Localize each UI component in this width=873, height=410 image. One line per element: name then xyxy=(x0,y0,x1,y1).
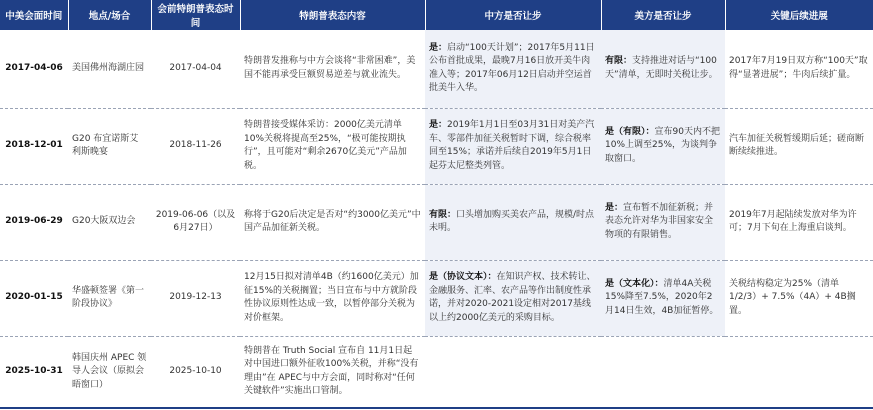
us-concession xyxy=(601,30,725,108)
statement-date: 2018-11-26 xyxy=(151,108,240,184)
us-verdict: 是（文本化）： xyxy=(605,278,664,289)
header-statement: 特朗普表态内容 xyxy=(240,0,425,30)
us-concession xyxy=(601,336,725,408)
meeting-date: 2020-01-15 xyxy=(0,260,68,336)
meeting-date: 2017-04-06 xyxy=(0,30,68,108)
china-verdict: 是（协议文本）： xyxy=(429,272,497,282)
us-verdict: 有限： xyxy=(605,56,633,67)
header-us-concession: 美方是否让步 xyxy=(601,0,725,30)
china-detail: 在知识产权、技术转让、金融服务、汇率、农产品等作出制度性承诺，并对2020-2021设定相对2017基线以上约2000亿美元的采购目标。 xyxy=(429,272,596,323)
meeting-location: 美国佛州海湖庄园 xyxy=(68,30,151,108)
us-detail: 支持推进对话与“100天”清单，无即时关税让步。 xyxy=(605,56,718,80)
statement-date: 2017-04-04 xyxy=(151,30,240,108)
statement-text: 12月15日拟对清单4B（约1600亿美元）加征15%的关税搁置；当日宣布与中方就阶段性协议原则性达成一致，以暂停部分关税为对价框架。 xyxy=(240,260,425,336)
us-detail: 宣布90天内不把10%上调至25%，为谈判争取窗口。 xyxy=(605,126,720,164)
china-detail: 口头增加购买美农产品，规模/时点未明。 xyxy=(429,209,595,233)
china-concession xyxy=(425,260,601,336)
table-row xyxy=(0,336,873,408)
meeting-location: G20大阪双边会 xyxy=(68,184,151,260)
us-concession xyxy=(601,260,725,336)
header-china-concession: 中方是否让步 xyxy=(425,0,601,30)
table-row xyxy=(0,108,873,184)
header-row xyxy=(0,0,873,30)
statement-text: 特朗普接受媒体采访：2000亿美元清单10%关税将提高至25%，“极可能按期执行”，且可能对“剩余2670亿美元”产品加税。 xyxy=(240,108,425,184)
meeting-date: 2018-12-01 xyxy=(0,108,68,184)
meeting-location: 华盛顿签署《第一阶段协议》 xyxy=(68,260,151,336)
header-meeting-date: 中美会面时间 xyxy=(0,0,68,30)
us-concession xyxy=(601,184,725,260)
china-verdict: 有限： xyxy=(429,209,457,220)
table-row xyxy=(0,30,873,108)
statement-text: 特朗普发推称与中方会谈将“非常困难”，美国不能再承受巨额贸易逆差与就业流失。 xyxy=(240,30,425,108)
china-concession xyxy=(425,30,601,108)
china-detail: 2019年1月1日至03月31日对美产汽车、零部件加征关税暂时下调，综合税率回至15%；承诺并后续自2019年5月1日起芬太尼整类列管。 xyxy=(429,120,595,171)
china-verdict: 是： xyxy=(429,120,448,130)
us-verdict: 是（有限）： xyxy=(605,126,655,137)
meeting-location: G20 布宜诺斯艾利斯晚宴 xyxy=(68,108,151,184)
us-detail: 清单4A关税15%降至7.5%，2020年2月14日生效，4B加征暂停。 xyxy=(605,278,719,316)
table-row xyxy=(0,260,873,336)
follow-up: 汽车加征关税暂缓期后延；磋商断断续续推进。 xyxy=(725,108,873,184)
statement-text: 特朗普在 Truth Social 宣布自 11月1日起对中国进口额外征收100%关税，并称“没有理由”在 APEC与中方会面，同时称对“任何关键软件”实施出口管制。 xyxy=(240,336,425,408)
china-verdict: 是： xyxy=(429,42,448,53)
statement-date: 2019-12-13 xyxy=(151,260,240,336)
china-concession xyxy=(425,108,601,184)
table-row xyxy=(0,184,873,260)
header-location: 地点/场合 xyxy=(68,0,151,30)
meeting-location: 韩国庆州 APEC 领导人会议（原拟会晤窗口） xyxy=(68,336,151,408)
china-concession xyxy=(425,184,601,260)
follow-up: 2019年7月起陆续发放对华为许可；7月下旬在上海重启谈判。 xyxy=(725,184,873,260)
meeting-date: 2019-06-29 xyxy=(0,184,68,260)
header-follow-up: 关键后续进展 xyxy=(725,0,873,30)
china-detail: 启动“100天计划”；2017年5月11日公布首批成果，最晚7月16日放开美牛肉准入等；2017年06月12日启动并空运首批美牛入华。 xyxy=(429,42,595,94)
us-verdict: 是： xyxy=(605,202,624,213)
statement-text: 称将于G20后决定是否对“约3000亿美元”中国产品加征新关税。 xyxy=(240,184,425,260)
meeting-date: 2025-10-31 xyxy=(0,336,68,408)
statement-date: 2019-06-06（以及6月27日） xyxy=(151,184,240,260)
follow-up: 关税结构稳定为25%（清单1/2/3）+ 7.5%（4A）+ 4B搁置。 xyxy=(725,260,873,336)
us-concession xyxy=(601,108,725,184)
statement-date: 2025-10-10 xyxy=(151,336,240,408)
us-detail: 宣布暂不加征新税；并表态允许对华为非国家安全物项的有限销售。 xyxy=(605,202,714,240)
follow-up: 2017年7月19日双方称“100天”取得“显著进展”；牛肉后续扩量。 xyxy=(725,30,873,108)
china-concession xyxy=(425,336,601,408)
header-statement-date: 会前特朗普表态时间 xyxy=(151,0,240,30)
follow-up xyxy=(725,336,873,408)
